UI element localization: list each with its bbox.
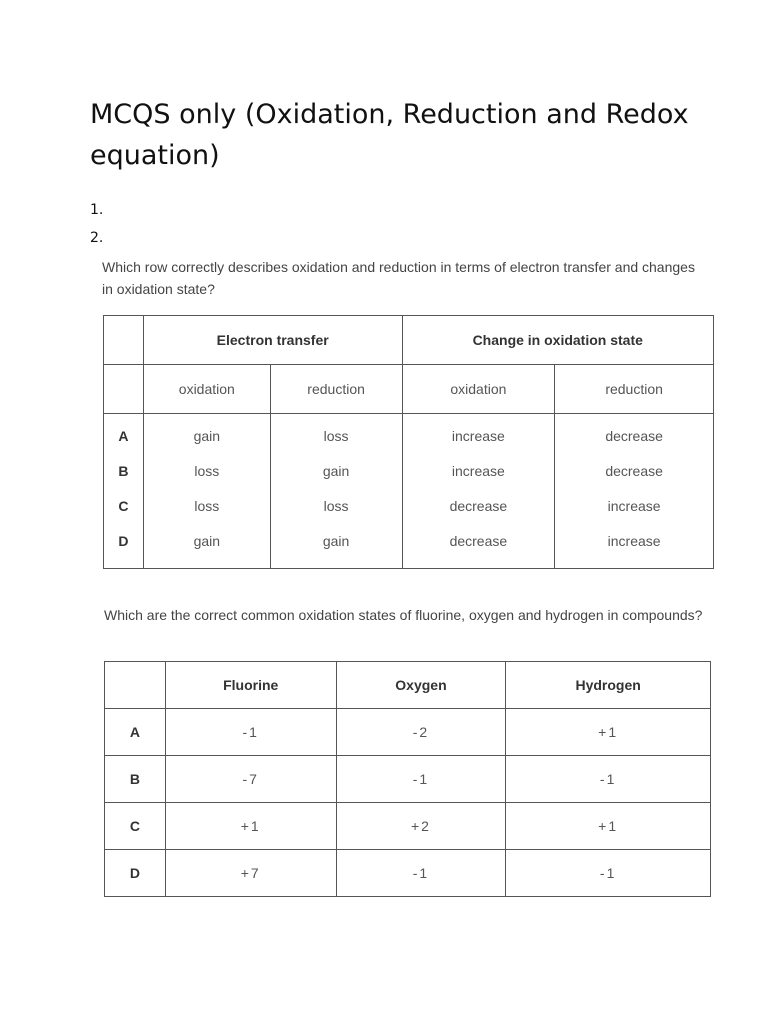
table-row — [104, 488, 714, 523]
row-label: B — [105, 756, 166, 803]
question-2-table — [104, 661, 711, 897]
table-cell: -1 — [336, 756, 506, 803]
table-row — [105, 709, 711, 756]
table-corner-cell — [104, 316, 144, 365]
table-cell: +2 — [336, 803, 506, 850]
question-1-text: Which row correctly describes oxidation and reduction in terms of electron transfer and changes in oxidation state? — [102, 259, 695, 297]
table-row — [105, 756, 711, 803]
table-cell: +7 — [165, 850, 336, 897]
table-cell: gain — [143, 414, 270, 454]
table-header-row — [104, 316, 714, 365]
row-label: D — [104, 523, 144, 569]
header-electron-transfer: Electron transfer — [143, 316, 402, 365]
table-cell: loss — [270, 414, 402, 454]
list-item: 1. — [90, 202, 104, 218]
row-label: A — [105, 709, 166, 756]
table-cell: +1 — [165, 803, 336, 850]
table-header-row — [105, 662, 711, 709]
table-cell: -7 — [165, 756, 336, 803]
table-cell: -1 — [506, 850, 711, 897]
table-cell: loss — [143, 453, 270, 488]
table-cell: +1 — [506, 803, 711, 850]
table-cell: decrease — [402, 523, 555, 569]
question-2-text: Which are the correct common oxidation states of fluorine, oxygen and hydrogen in compounds? — [104, 607, 703, 623]
subheader-cell: reduction — [555, 365, 714, 414]
table-cell: increase — [402, 453, 555, 488]
row-label: B — [104, 453, 144, 488]
row-label: C — [105, 803, 166, 850]
table-row — [105, 803, 711, 850]
table-cell: decrease — [402, 488, 555, 523]
table-cell: loss — [143, 488, 270, 523]
row-label: A — [104, 414, 144, 454]
table-cell: -1 — [506, 756, 711, 803]
table-cell: +1 — [506, 709, 711, 756]
table-cell: -2 — [336, 709, 506, 756]
table-subheader-row — [104, 365, 714, 414]
table-cell: -1 — [165, 709, 336, 756]
page-title: MCQS only (Oxidation, Reduction and Redox equation) — [90, 99, 689, 171]
table-cell: increase — [402, 414, 555, 454]
table-cell: gain — [270, 453, 402, 488]
table-row — [104, 453, 714, 488]
subheader-cell: oxidation — [402, 365, 555, 414]
subheader-cell: oxidation — [143, 365, 270, 414]
row-label: D — [105, 850, 166, 897]
table-cell: increase — [555, 523, 714, 569]
table-corner-cell — [104, 365, 144, 414]
table-cell: -1 — [336, 850, 506, 897]
header-fluorine: Fluorine — [165, 662, 336, 709]
table-row — [104, 414, 714, 454]
table-cell: gain — [270, 523, 402, 569]
table-cell: loss — [270, 488, 402, 523]
header-hydrogen: Hydrogen — [506, 662, 711, 709]
table-corner-cell — [105, 662, 166, 709]
table-row — [104, 523, 714, 569]
table-cell: gain — [143, 523, 270, 569]
table-cell: decrease — [555, 453, 714, 488]
row-label: C — [104, 488, 144, 523]
header-oxygen: Oxygen — [336, 662, 506, 709]
table-cell: decrease — [555, 414, 714, 454]
numbered-list — [90, 200, 103, 256]
subheader-cell: reduction — [270, 365, 402, 414]
table-cell: increase — [555, 488, 714, 523]
table-row — [105, 850, 711, 897]
header-oxidation-state-change: Change in oxidation state — [402, 316, 714, 365]
list-item: 2. — [90, 230, 104, 246]
question-1-table — [103, 315, 714, 569]
